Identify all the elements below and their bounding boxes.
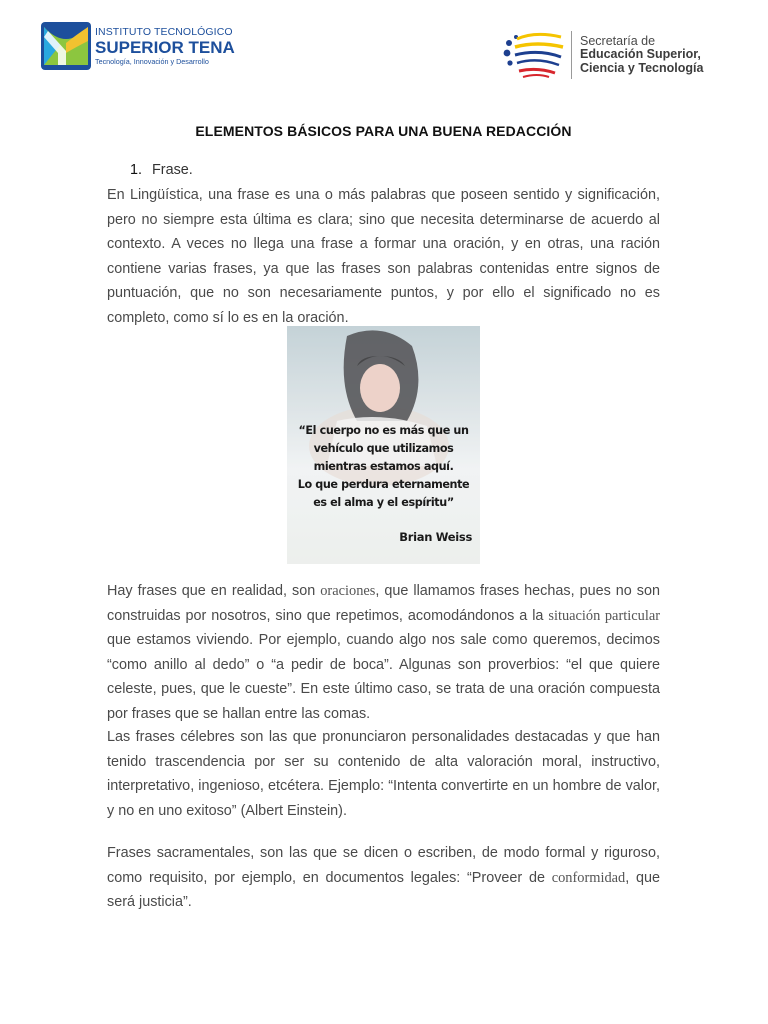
logo-secretaria: Secretaría de — [580, 34, 656, 49]
paragraph-definicion: En Lingüística, una frase es una o más palabras que poseen sentido y significación, pero no siempre esta última es clara; sino que necesita determinarse de acuerdo al contexto. A veces no llega una frase a formar una oración, y en otras, una ración contiene varias frases, ya que las frases son palabras contenidas entre signos de puntuación, que no son necesariamente puntos, y por ello el significado no es completo, como sí lo es en la oración. — [107, 187, 660, 326]
logo-ciencia-tecnologia: Ciencia y Tecnología — [580, 60, 704, 75]
logo-line-instituto: INSTITUTO TECNOLÓGICO — [95, 26, 233, 39]
list-item-frase — [130, 162, 193, 178]
tena-logo-mark-icon — [40, 21, 92, 71]
p2-text-a: Hay frases que en realidad, son — [107, 583, 321, 599]
p2-text-e: que estamos viviendo. Por ejemplo, cuando algo nos sale como queremos, decimos “como anillo al dedo” o “a pedir de boca”. Algunas son proverbios: “el que quiere celeste, pues, que le cueste”. En este último caso, se trata de una oración compuesta por frases que se hallan entre las comas. — [107, 632, 660, 722]
link-oraciones[interactable]: oraciones — [320, 583, 376, 599]
logo-tagline: Tecnología, Innovación y Desarrollo — [95, 56, 209, 66]
senescyt-logo — [503, 28, 738, 82]
quote-line-3: mientras estamos aquí. — [313, 460, 454, 473]
paragraph-frases-sacramentales — [107, 841, 660, 915]
list-item-text: Frase. — [152, 162, 193, 178]
link-conformidad[interactable]: conformidad — [551, 869, 626, 886]
instituto-tena-logo — [40, 20, 252, 72]
p4-text-a: Frases sacramentales, son las que se dicen o escriben, de modo formal y riguroso, como requisito, por ejemplo, en documentos legales: “Proveer de — [107, 845, 660, 886]
logo-educacion-superior: Educación Superior, — [580, 47, 701, 62]
quote-line-5: es el alma y el espíritu” — [313, 496, 454, 509]
logo-line-superior-tena — [95, 39, 235, 56]
paragraph-frases-hechas — [107, 579, 660, 726]
quote-text — [293, 422, 474, 512]
paragraph-frases-celebres: Las frases célebres son las que pronunciaron personalidades destacadas y que han tenido trascendencia por ser su contenido de alta valoración moral, instructivo, interpretativo, ingenioso, etcétera. Ejemplo: “Intenta convertirte en un hombre de valor, y no en uno exitoso” (Albert Einstein). — [107, 729, 660, 819]
p2-text-c: , que llamamos frases hechas, pues no son construidas por nosotros, sino que repetimos, acomodándonos a la — [107, 583, 660, 624]
p4-text-c: , que será justicia”. — [107, 869, 660, 910]
list-number: 1. — [130, 162, 143, 178]
quote-line-1: “El cuerpo no es más que un — [298, 424, 469, 437]
senescyt-logo-mark-icon — [503, 29, 567, 81]
quote-line-2: vehículo que utilizamos — [313, 442, 454, 455]
logo-tena: TENA — [188, 37, 235, 57]
logo-separator — [571, 31, 572, 79]
quote-line-4: Lo que perdura eternamente — [297, 478, 470, 491]
quote-image — [287, 326, 480, 564]
quote-author: Brian Weiss — [399, 530, 472, 544]
document-title: ELEMENTOS BÁSICOS PARA UNA BUENA REDACCIÓN — [195, 123, 572, 139]
logo-superior: SUPERIOR — [95, 37, 189, 57]
link-situacion-particular[interactable]: situación particular — [548, 607, 660, 624]
